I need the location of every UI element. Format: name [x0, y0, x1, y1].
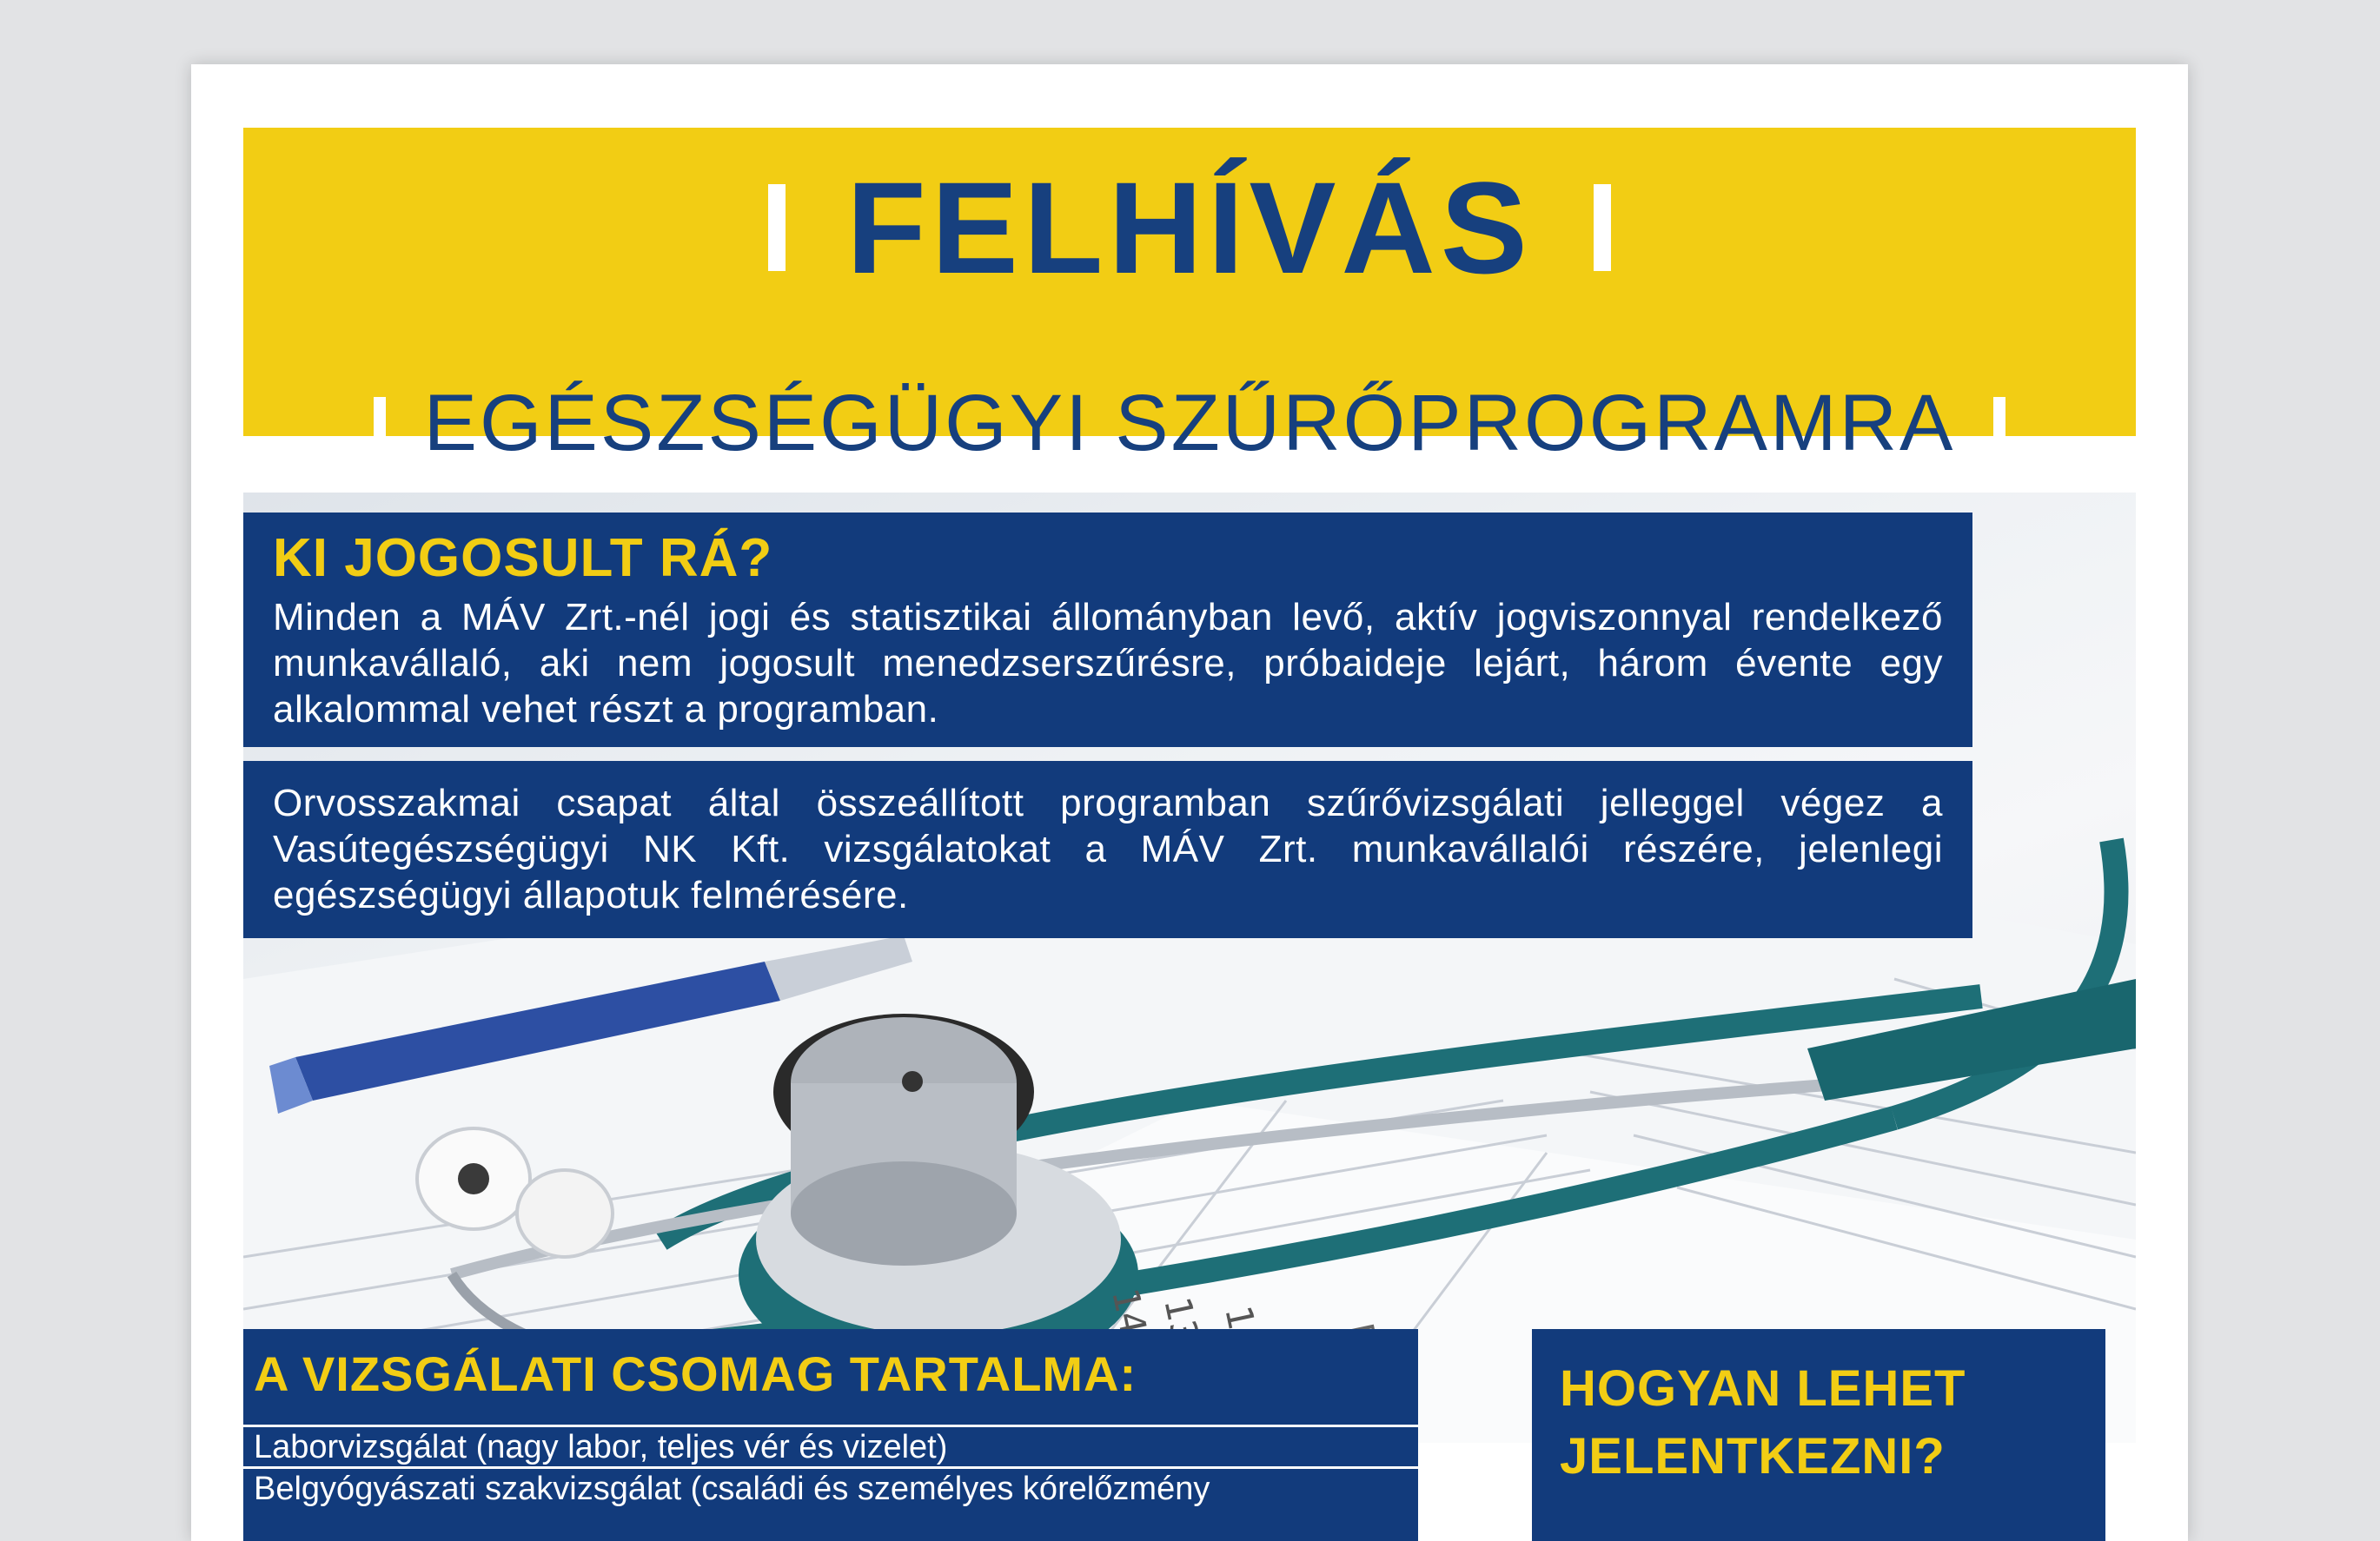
divider-bar — [1594, 184, 1611, 271]
eligibility-title: KI JOGOSULT RÁ? — [273, 528, 773, 588]
divider-bar — [1993, 397, 2005, 449]
program-text: Orvosszakmai csapat által összeállított programban szűrővizsgálati jelleggel végez a Vasútegészségügyi NK Kft. vizsgálatokat a MÁV Zrt. munkavállalói részére, jelenlegi egészségügyi állapotuk felmérésére. — [273, 782, 1943, 916]
register-title-line1: HOGYAN LEHET — [1560, 1360, 1966, 1417]
package-title: A VIZSGÁLATI CSOMAG TARTALMA: — [254, 1346, 1137, 1401]
banner-title: FELHÍVÁS — [846, 155, 1533, 301]
divider-bar — [768, 184, 786, 271]
program-box — [243, 761, 1972, 938]
eligibility-text: Minden a MÁV Zrt.-nél jogi és statisztikai állományban levő, aktív jogviszonnyal rendelkező munkavállaló, aki nem jogosult menedzserszűrésre, próbaideje lejárt, három évente egy alkalommal vehet részt a programban. — [273, 596, 1943, 731]
package-item: Belgyógyászati szakvizsgálat (családi és személyes kórelőzmény — [243, 1466, 1418, 1508]
header-banner — [243, 128, 2136, 467]
eligibility-box — [243, 513, 1972, 747]
flyer-page — [191, 64, 2188, 1541]
package-box — [243, 1329, 1418, 1541]
register-title-line2: JELENTKEZNI? — [1560, 1428, 1946, 1485]
divider-bar — [374, 397, 386, 449]
register-box — [1532, 1329, 2105, 1541]
banner-subtitle: EGÉSZSÉGÜGYI SZŰRŐPROGRAMRA — [423, 379, 1956, 467]
package-item: Laborvizsgálat (nagy labor, teljes vér és vizelet) — [243, 1425, 1418, 1466]
register-title — [1560, 1355, 1966, 1491]
